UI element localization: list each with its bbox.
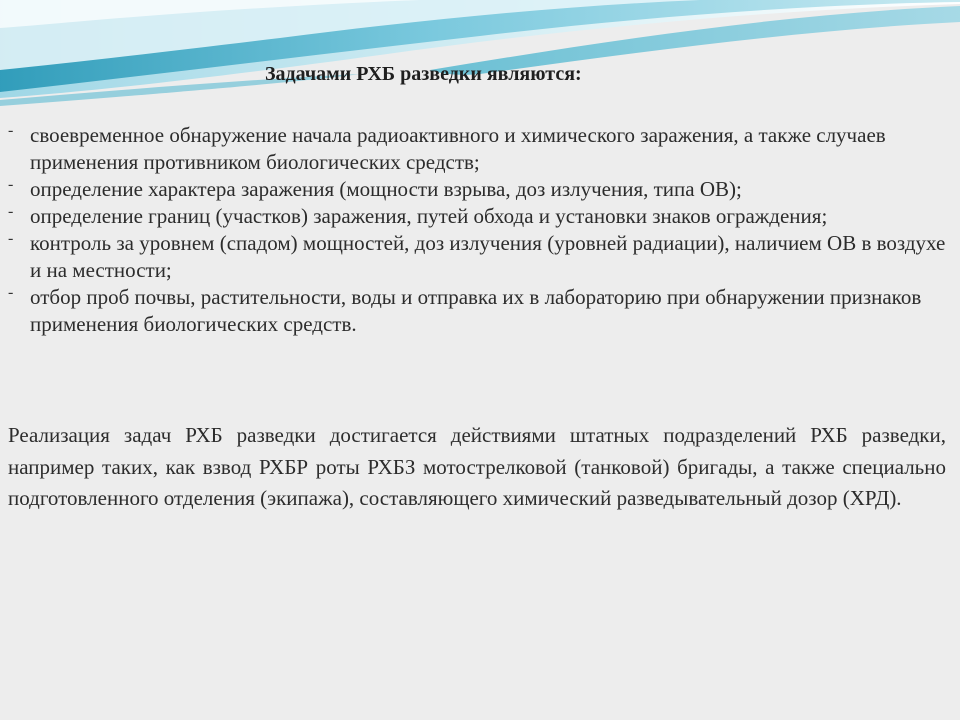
list-item bbox=[8, 203, 953, 230]
summary-paragraph: Реализация задач РХБ разведки достигается действиями штатных подразделений РХБ разведки, например таких, как взвод РХБР роты РХБЗ мотострелковой (танковой) бригады, а также специально подготовленного отделения (экипажа), составляющего химический разведывательный дозор (ХРД). bbox=[8, 423, 946, 510]
slide-title: Задачами РХБ разведки являются: bbox=[265, 63, 582, 85]
list-item bbox=[8, 176, 953, 203]
bullet-dash-icon: - bbox=[8, 203, 14, 220]
bullet-dash-icon: - bbox=[8, 230, 14, 247]
bullet-dash-icon: - bbox=[8, 122, 14, 139]
list-item bbox=[8, 284, 953, 338]
wave-decoration bbox=[0, 0, 960, 110]
list-item bbox=[8, 230, 953, 284]
bullet-dash-icon: - bbox=[8, 284, 14, 301]
list-item-text: своевременное обнаружение начала радиоактивного и химического заражения, а также случаев применения противником биологических средств; bbox=[30, 123, 886, 174]
list-item-text: определение границ (участков) заражения, путей обхода и установки знаков ограждения; bbox=[30, 204, 828, 228]
list-item-text: определение характера заражения (мощности взрыва, доз излучения, типа ОВ); bbox=[30, 177, 742, 201]
list-item-text: контроль за уровнем (спадом) мощностей, доз излучения (уровней радиации), наличием ОВ в воздухе и на местности; bbox=[30, 231, 946, 282]
list-item-text: отбор проб почвы, растительности, воды и отправка их в лабораторию при обнаружении признаков применения биологических средств. bbox=[30, 285, 922, 336]
bullet-dash-icon: - bbox=[8, 176, 14, 193]
task-list bbox=[8, 122, 953, 338]
list-item bbox=[8, 122, 953, 176]
